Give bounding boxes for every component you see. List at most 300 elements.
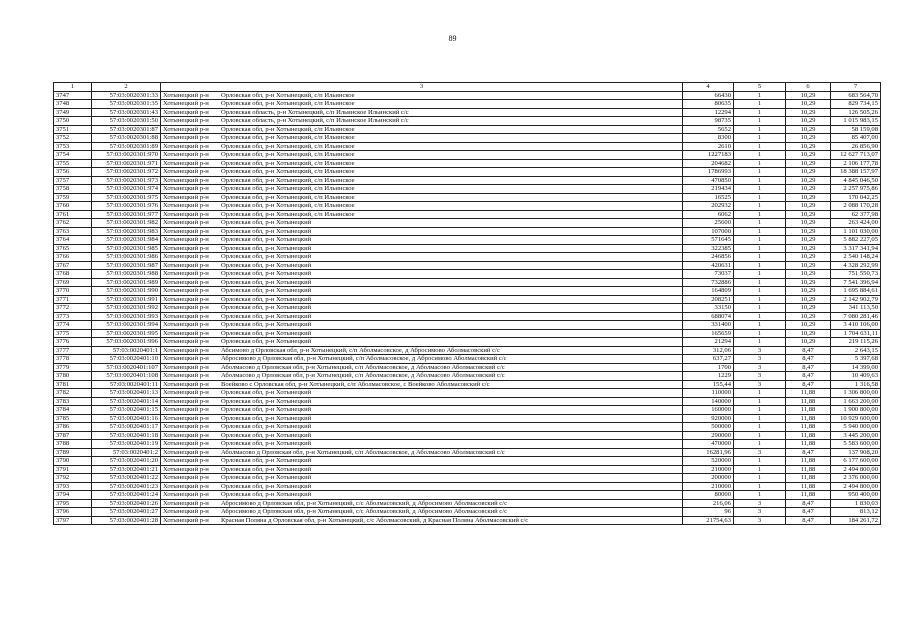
address-cell [161, 355, 683, 364]
value-cell: 184 261,72 [831, 516, 881, 525]
category-cell: 1 [734, 423, 786, 432]
cadastral-number-cell: 57:03:0020401:2 [92, 448, 161, 457]
area-cell: 920000 [683, 414, 734, 423]
address-cell [161, 465, 683, 474]
address-text: Орловская обл, р-н Хотынецкий [221, 482, 312, 490]
row-number-cell: 3795 [54, 499, 92, 508]
district-text: Хотынецкий р-н [163, 91, 209, 99]
row-number-cell: 3755 [54, 159, 92, 168]
value-cell: 751 550,73 [831, 270, 881, 279]
cadastral-number-cell: 57:03:0020301:973 [92, 176, 161, 185]
district-text: Хотынецкий р-н [163, 219, 209, 226]
cadastral-number-cell: 57:03:0020301:35 [92, 100, 161, 109]
value-cell: 85 407,00 [831, 134, 881, 143]
district-text: Хотынецкий р-н [163, 431, 209, 439]
address-text: Абсимово д Орловская обл, р-н Хотынецкий, с/п Аболмасовское, д Абросимово Аболмасовский с/с [221, 346, 500, 354]
value-cell: 2 088 170,28 [831, 202, 881, 211]
area-cell: 470000 [683, 440, 734, 449]
value-cell: 10 409,63 [831, 372, 881, 381]
address-text: Орловская обл, р-н Хотынецкий [221, 474, 312, 481]
rate-cell: 11,88 [786, 440, 831, 449]
area-cell: 1700 [683, 363, 734, 372]
table-body [54, 91, 881, 525]
area-cell: 16281,96 [683, 448, 734, 457]
category-cell: 3 [734, 363, 786, 372]
cadastral-number-cell: 57:03:0020301:995 [92, 329, 161, 338]
row-number-cell: 3792 [54, 474, 92, 483]
address-cell [161, 270, 683, 279]
row-number-cell: 3772 [54, 304, 92, 313]
address-cell [161, 312, 683, 321]
district-text: Хотынецкий р-н [163, 448, 209, 456]
district-text: Хотынецкий р-н [163, 338, 209, 345]
rate-cell: 11,88 [786, 491, 831, 500]
district-text: Хотынецкий р-н [163, 100, 209, 107]
address-text: Орловская обл, р-н Хотынецкий [221, 465, 312, 473]
area-cell: 16525 [683, 193, 734, 202]
value-cell: 5 583 600,00 [831, 440, 881, 449]
category-cell: 1 [734, 253, 786, 262]
area-cell: 500000 [683, 423, 734, 432]
value-cell: 1 663 200,00 [831, 397, 881, 406]
value-cell: 1 101 030,00 [831, 227, 881, 236]
row-number-cell: 3776 [54, 338, 92, 347]
rate-cell: 10,29 [786, 295, 831, 304]
row-number-cell: 3760 [54, 202, 92, 211]
address-cell [161, 338, 683, 347]
cadastral-number-cell: 57:03:0020301:986 [92, 253, 161, 262]
address-text: Абросимово д Орловская обл, р-н Хотынецкий, с/п Аболмасовское, д Абросимово Аболмасовский с/с [221, 355, 507, 362]
category-cell: 1 [734, 244, 786, 253]
district-text: Хотынецкий р-н [163, 227, 209, 235]
address-text: Орловская обл, р-н Хотынецкий [221, 304, 312, 311]
rate-cell: 11,88 [786, 457, 831, 466]
address-cell [161, 304, 683, 313]
address-cell [161, 193, 683, 202]
address-cell [161, 176, 683, 185]
table-row [54, 108, 881, 117]
area-cell: 210000 [683, 482, 734, 491]
address-cell [161, 499, 683, 508]
cadastral-number-cell: 57:03:0020401:28 [92, 516, 161, 525]
row-number-cell: 3753 [54, 142, 92, 151]
district-text: Хотынецкий р-н [163, 159, 209, 167]
table-row [54, 355, 881, 364]
table-row [54, 389, 881, 398]
table-row [54, 202, 881, 211]
header-cell: 2 [92, 83, 161, 92]
value-cell: 1 704 631,11 [831, 329, 881, 338]
address-text: Аболмасово д Орловская обл, р-н Хотынецкий, с/п Аболмасовское, д Аболмасово Аболмасовский с/с [221, 372, 505, 379]
row-number-cell: 3767 [54, 261, 92, 270]
address-cell [161, 414, 683, 423]
table-row [54, 176, 881, 185]
category-cell: 1 [734, 491, 786, 500]
category-cell: 1 [734, 91, 786, 100]
area-cell: 2610 [683, 142, 734, 151]
category-cell: 1 [734, 210, 786, 219]
value-cell: 1 695 884,61 [831, 287, 881, 296]
address-text: Орловская обл, р-н Хотынецкий [221, 329, 312, 337]
address-text: Орловская обл, р-н Хотынецкий [221, 431, 312, 439]
rate-cell: 8,47 [786, 372, 831, 381]
area-cell: 160000 [683, 406, 734, 415]
district-text: Хотынецкий р-н [163, 295, 209, 303]
category-cell: 1 [734, 406, 786, 415]
address-cell [161, 423, 683, 432]
cadastral-number-cell: 57:03:0020401:27 [92, 508, 161, 517]
rate-cell: 8,47 [786, 499, 831, 508]
rate-cell: 8,47 [786, 380, 831, 389]
address-text: Орловская обл, р-н Хотынецкий, с/п Ильинское [221, 91, 355, 99]
rate-cell: 10,29 [786, 108, 831, 117]
category-cell: 1 [734, 431, 786, 440]
address-text: Орловская обл, р-н Хотынецкий [221, 270, 312, 277]
row-number-cell: 3764 [54, 236, 92, 245]
cadastral-number-cell: 57:03:0020301:982 [92, 219, 161, 228]
rate-cell: 10,29 [786, 159, 831, 168]
address-text: Орловская обл, р-н Хотынецкий [221, 287, 312, 294]
rate-cell: 10,29 [786, 338, 831, 347]
value-cell: 126 505,26 [831, 108, 881, 117]
value-cell: 950 400,00 [831, 491, 881, 500]
table-row [54, 406, 881, 415]
category-cell: 1 [734, 440, 786, 449]
rate-cell: 11,88 [786, 474, 831, 483]
table-row [54, 236, 881, 245]
district-text: Хотынецкий р-н [163, 287, 209, 294]
value-cell: 10 929 600,00 [831, 414, 881, 423]
rate-cell: 10,29 [786, 287, 831, 296]
category-cell: 1 [734, 236, 786, 245]
cadastral-number-cell: 57:03:0020301:984 [92, 236, 161, 245]
district-text: Хотынецкий р-н [163, 134, 209, 141]
value-cell: 2 106 177,78 [831, 159, 881, 168]
district-text: Хотынецкий р-н [163, 202, 209, 209]
area-cell: 200000 [683, 474, 734, 483]
row-number-cell: 3778 [54, 355, 92, 364]
value-cell: 1 900 800,00 [831, 406, 881, 415]
area-cell: 1786993 [683, 168, 734, 177]
rate-cell: 10,29 [786, 329, 831, 338]
table-row [54, 134, 881, 143]
rate-cell: 11,88 [786, 414, 831, 423]
category-cell: 3 [734, 372, 786, 381]
address-text: Орловская обл, р-н Хотынецкий, с/п Ильинское [221, 100, 355, 107]
district-text: Хотынецкий р-н [163, 244, 209, 252]
category-cell: 1 [734, 142, 786, 151]
district-text: Хотынецкий р-н [163, 168, 209, 175]
area-cell: 420631 [683, 261, 734, 270]
table-row [54, 227, 881, 236]
address-text: Орловская область, р-н Хотынецкий, с/п Ильинское Ильинский с/с [221, 108, 409, 116]
district-text: Хотынецкий р-н [163, 355, 209, 362]
cadastral-number-cell: 57:03:0020401:15 [92, 406, 161, 415]
category-cell: 1 [734, 185, 786, 194]
cadastral-number-cell: 57:03:0020401:18 [92, 431, 161, 440]
category-cell: 3 [734, 380, 786, 389]
rate-cell: 10,29 [786, 91, 831, 100]
address-cell [161, 227, 683, 236]
address-cell [161, 159, 683, 168]
address-text: Абросимово д Орловская обл, р-н Хотынецкий, с/с Аболмасовский, д Абросимово Аболмасовский с/с [221, 508, 507, 515]
table-row [54, 270, 881, 279]
area-cell: 637,27 [683, 355, 734, 364]
address-cell [161, 295, 683, 304]
value-cell: 18 388 157,97 [831, 168, 881, 177]
table-row [54, 91, 881, 100]
row-number-cell: 3777 [54, 346, 92, 355]
category-cell: 3 [734, 499, 786, 508]
cadastral-number-cell: 57:03:0020301:990 [92, 287, 161, 296]
value-cell: 4 328 292,99 [831, 261, 881, 270]
table-row [54, 159, 881, 168]
cadastral-number-cell: 57:03:0020301:992 [92, 304, 161, 313]
address-cell [161, 185, 683, 194]
header-cell: 4 [683, 83, 734, 92]
address-text: Аболмасово д Орловская обл, р-н Хотынецкий, с/п Аболмасовское, д Аболмасово Аболмасовский с/с [221, 448, 505, 456]
value-cell: 2 494 800,00 [831, 465, 881, 474]
area-cell: 216,06 [683, 499, 734, 508]
address-text: Орловская обл, р-н Хотынецкий [221, 389, 312, 396]
area-cell: 331400 [683, 321, 734, 330]
header-cell: 1 [54, 83, 92, 92]
header-cell: 6 [786, 83, 831, 92]
area-cell: 140000 [683, 397, 734, 406]
table-row [54, 423, 881, 432]
rate-cell: 8,47 [786, 516, 831, 525]
cadastral-number-cell: 57:03:0020301:988 [92, 270, 161, 279]
category-cell: 1 [734, 227, 786, 236]
address-cell [161, 372, 683, 381]
row-number-cell: 3754 [54, 151, 92, 160]
address-text: Орловская обл, р-н Хотынецкий [221, 253, 312, 260]
area-cell: 98735 [683, 117, 734, 126]
area-cell: 688074 [683, 312, 734, 321]
category-cell: 1 [734, 287, 786, 296]
category-cell: 1 [734, 176, 786, 185]
category-cell: 1 [734, 193, 786, 202]
row-number-cell: 3749 [54, 108, 92, 117]
table-row [54, 440, 881, 449]
category-cell: 1 [734, 168, 786, 177]
area-cell: 155,44 [683, 380, 734, 389]
table-row [54, 338, 881, 347]
address-text: Орловская обл, р-н Хотынецкий [221, 397, 312, 405]
cadastral-number-cell: 57:03:0020401:108 [92, 372, 161, 381]
address-text: Орловская обл, р-н Хотынецкий, с/п Ильинское [221, 193, 355, 201]
rate-cell: 10,29 [786, 176, 831, 185]
value-cell: 683 564,70 [831, 91, 881, 100]
rate-cell: 8,47 [786, 346, 831, 355]
address-cell [161, 389, 683, 398]
cadastral-number-cell: 57:03:0020301:88 [92, 134, 161, 143]
district-text: Хотынецкий р-н [163, 440, 209, 447]
table-row [54, 312, 881, 321]
district-text: Хотынецкий р-н [163, 270, 209, 277]
address-cell [161, 516, 683, 525]
area-cell: 204682 [683, 159, 734, 168]
address-cell [161, 236, 683, 245]
row-number-cell: 3788 [54, 440, 92, 449]
rate-cell: 10,29 [786, 244, 831, 253]
row-number-cell: 3783 [54, 397, 92, 406]
cadastral-number-cell: 57:03:0020401:107 [92, 363, 161, 372]
cadastral-number-cell: 57:03:0020401:24 [92, 491, 161, 500]
table-row [54, 261, 881, 270]
category-cell: 1 [734, 125, 786, 134]
row-number-cell: 3796 [54, 508, 92, 517]
rate-cell: 11,88 [786, 389, 831, 398]
category-cell: 1 [734, 465, 786, 474]
address-text: Орловская обл, р-н Хотынецкий, с/п Ильинское [221, 185, 355, 192]
area-cell: 66430 [683, 91, 734, 100]
category-cell: 1 [734, 151, 786, 160]
cadastral-number-cell: 57:03:0020301:43 [92, 108, 161, 117]
row-number-cell: 3789 [54, 448, 92, 457]
row-number-cell: 3785 [54, 414, 92, 423]
cadastral-number-cell: 57:03:0020401:21 [92, 465, 161, 474]
district-text: Хотынецкий р-н [163, 363, 209, 371]
value-cell: 26 856,90 [831, 142, 881, 151]
rate-cell: 11,88 [786, 482, 831, 491]
rate-cell: 11,88 [786, 465, 831, 474]
rate-cell: 10,29 [786, 100, 831, 109]
district-text: Хотынецкий р-н [163, 508, 209, 515]
address-text: Орловская обл, р-н Хотынецкий, с/п Ильинское [221, 151, 355, 158]
value-cell: 62 377,98 [831, 210, 881, 219]
value-cell: 2 643,15 [831, 346, 881, 355]
category-cell: 1 [734, 278, 786, 287]
address-cell [161, 253, 683, 262]
table-row [54, 142, 881, 151]
rate-cell: 10,29 [786, 151, 831, 160]
rate-cell: 10,29 [786, 168, 831, 177]
district-text: Хотынецкий р-н [163, 482, 209, 490]
cadastral-number-cell: 57:03:0020401:1 [92, 346, 161, 355]
table-row [54, 287, 881, 296]
rate-cell: 10,29 [786, 278, 831, 287]
address-cell [161, 321, 683, 330]
address-text: Орловская обл, р-н Хотынецкий [221, 295, 312, 303]
table-row [54, 516, 881, 525]
district-text: Хотынецкий р-н [163, 278, 209, 286]
district-text: Хотынецкий р-н [163, 108, 209, 116]
address-cell [161, 244, 683, 253]
address-cell [161, 278, 683, 287]
district-text: Хотынецкий р-н [163, 125, 209, 133]
value-cell: 829 734,15 [831, 100, 881, 109]
address-text: Орловская обл, р-н Хотынецкий [221, 321, 312, 328]
address-text: Орловская обл, р-н Хотынецкий [221, 440, 312, 447]
row-number-cell: 3771 [54, 295, 92, 304]
address-cell [161, 168, 683, 177]
cadastral-number-cell: 57:03:0020301:975 [92, 193, 161, 202]
cadastral-number-cell: 57:03:0020301:983 [92, 227, 161, 236]
row-number-cell: 3759 [54, 193, 92, 202]
row-number-cell: 3780 [54, 372, 92, 381]
value-cell: 2 257 975,86 [831, 185, 881, 194]
table-row [54, 253, 881, 262]
address-text: Орловская обл, р-н Хотынецкий [221, 227, 312, 235]
district-text: Хотынецкий р-н [163, 117, 209, 124]
cadastral-number-cell: 57:03:0020301:976 [92, 202, 161, 211]
rate-cell: 11,88 [786, 431, 831, 440]
value-cell: 2 494 800,00 [831, 482, 881, 491]
address-cell [161, 397, 683, 406]
value-cell: 3 317 341,94 [831, 244, 881, 253]
area-cell: 8300 [683, 134, 734, 143]
table-row [54, 465, 881, 474]
value-cell: 5 882 227,05 [831, 236, 881, 245]
cadastral-number-cell: 57:03:0020301:987 [92, 261, 161, 270]
table-row [54, 457, 881, 466]
cadastral-number-cell: 57:03:0020401:14 [92, 397, 161, 406]
value-cell: 7 080 281,46 [831, 312, 881, 321]
address-text: Орловская область, р-н Хотынецкий, с/п Ильинское Ильинский с/с [221, 117, 409, 124]
value-cell: 3 445 200,00 [831, 431, 881, 440]
cadastral-number-cell: 57:03:0020401:26 [92, 499, 161, 508]
rate-cell: 10,29 [786, 202, 831, 211]
category-cell: 3 [734, 508, 786, 517]
table-row [54, 380, 881, 389]
row-number-cell: 3751 [54, 125, 92, 134]
category-cell: 1 [734, 414, 786, 423]
district-text: Хотынецкий р-н [163, 304, 209, 311]
address-text: Орловская обл, р-н Хотынецкий [221, 236, 312, 243]
area-cell: 1229 [683, 372, 734, 381]
row-number-cell: 3775 [54, 329, 92, 338]
address-text: Орловская обл, р-н Хотынецкий [221, 219, 312, 226]
category-cell: 1 [734, 295, 786, 304]
address-cell [161, 261, 683, 270]
address-cell [161, 431, 683, 440]
value-cell: 1 015 983,15 [831, 117, 881, 126]
address-text: Орловская обл, р-н Хотынецкий, с/п Ильинское [221, 176, 355, 184]
table-row [54, 499, 881, 508]
row-number-cell: 3793 [54, 482, 92, 491]
value-cell: 7 541 396,94 [831, 278, 881, 287]
table-row [54, 278, 881, 287]
rate-cell: 10,29 [786, 270, 831, 279]
value-cell: 5 940 000,00 [831, 423, 881, 432]
cadastral-number-cell: 57:03:0020401:10 [92, 355, 161, 364]
category-cell: 1 [734, 159, 786, 168]
address-text: Орловская обл, р-н Хотынецкий, с/п Ильинское [221, 168, 355, 175]
table-row [54, 397, 881, 406]
rate-cell: 10,29 [786, 219, 831, 228]
rate-cell: 10,29 [786, 193, 831, 202]
category-cell: 1 [734, 397, 786, 406]
address-cell [161, 448, 683, 457]
district-text: Хотынецкий р-н [163, 499, 209, 507]
address-cell [161, 457, 683, 466]
address-text: Орловская обл, р-н Хотынецкий [221, 244, 312, 252]
cadastral-number-cell: 57:03:0020301:89 [92, 142, 161, 151]
category-cell: 3 [734, 355, 786, 364]
district-text: Хотынецкий р-н [163, 397, 209, 405]
address-cell [161, 134, 683, 143]
rate-cell: 10,29 [786, 312, 831, 321]
row-number-cell: 3762 [54, 219, 92, 228]
address-cell [161, 329, 683, 338]
address-text: Орловская обл, р-н Хотынецкий [221, 278, 312, 286]
address-text: Воейково с Орловская обл, р-н Хотынецкий, с/п Аболмасовское, с Воейково Аболмасовский с/с [221, 380, 490, 388]
address-text: Орловская обл, р-н Хотынецкий, с/п Ильинское [221, 202, 355, 209]
category-cell: 1 [734, 312, 786, 321]
table-row [54, 244, 881, 253]
row-number-cell: 3756 [54, 168, 92, 177]
